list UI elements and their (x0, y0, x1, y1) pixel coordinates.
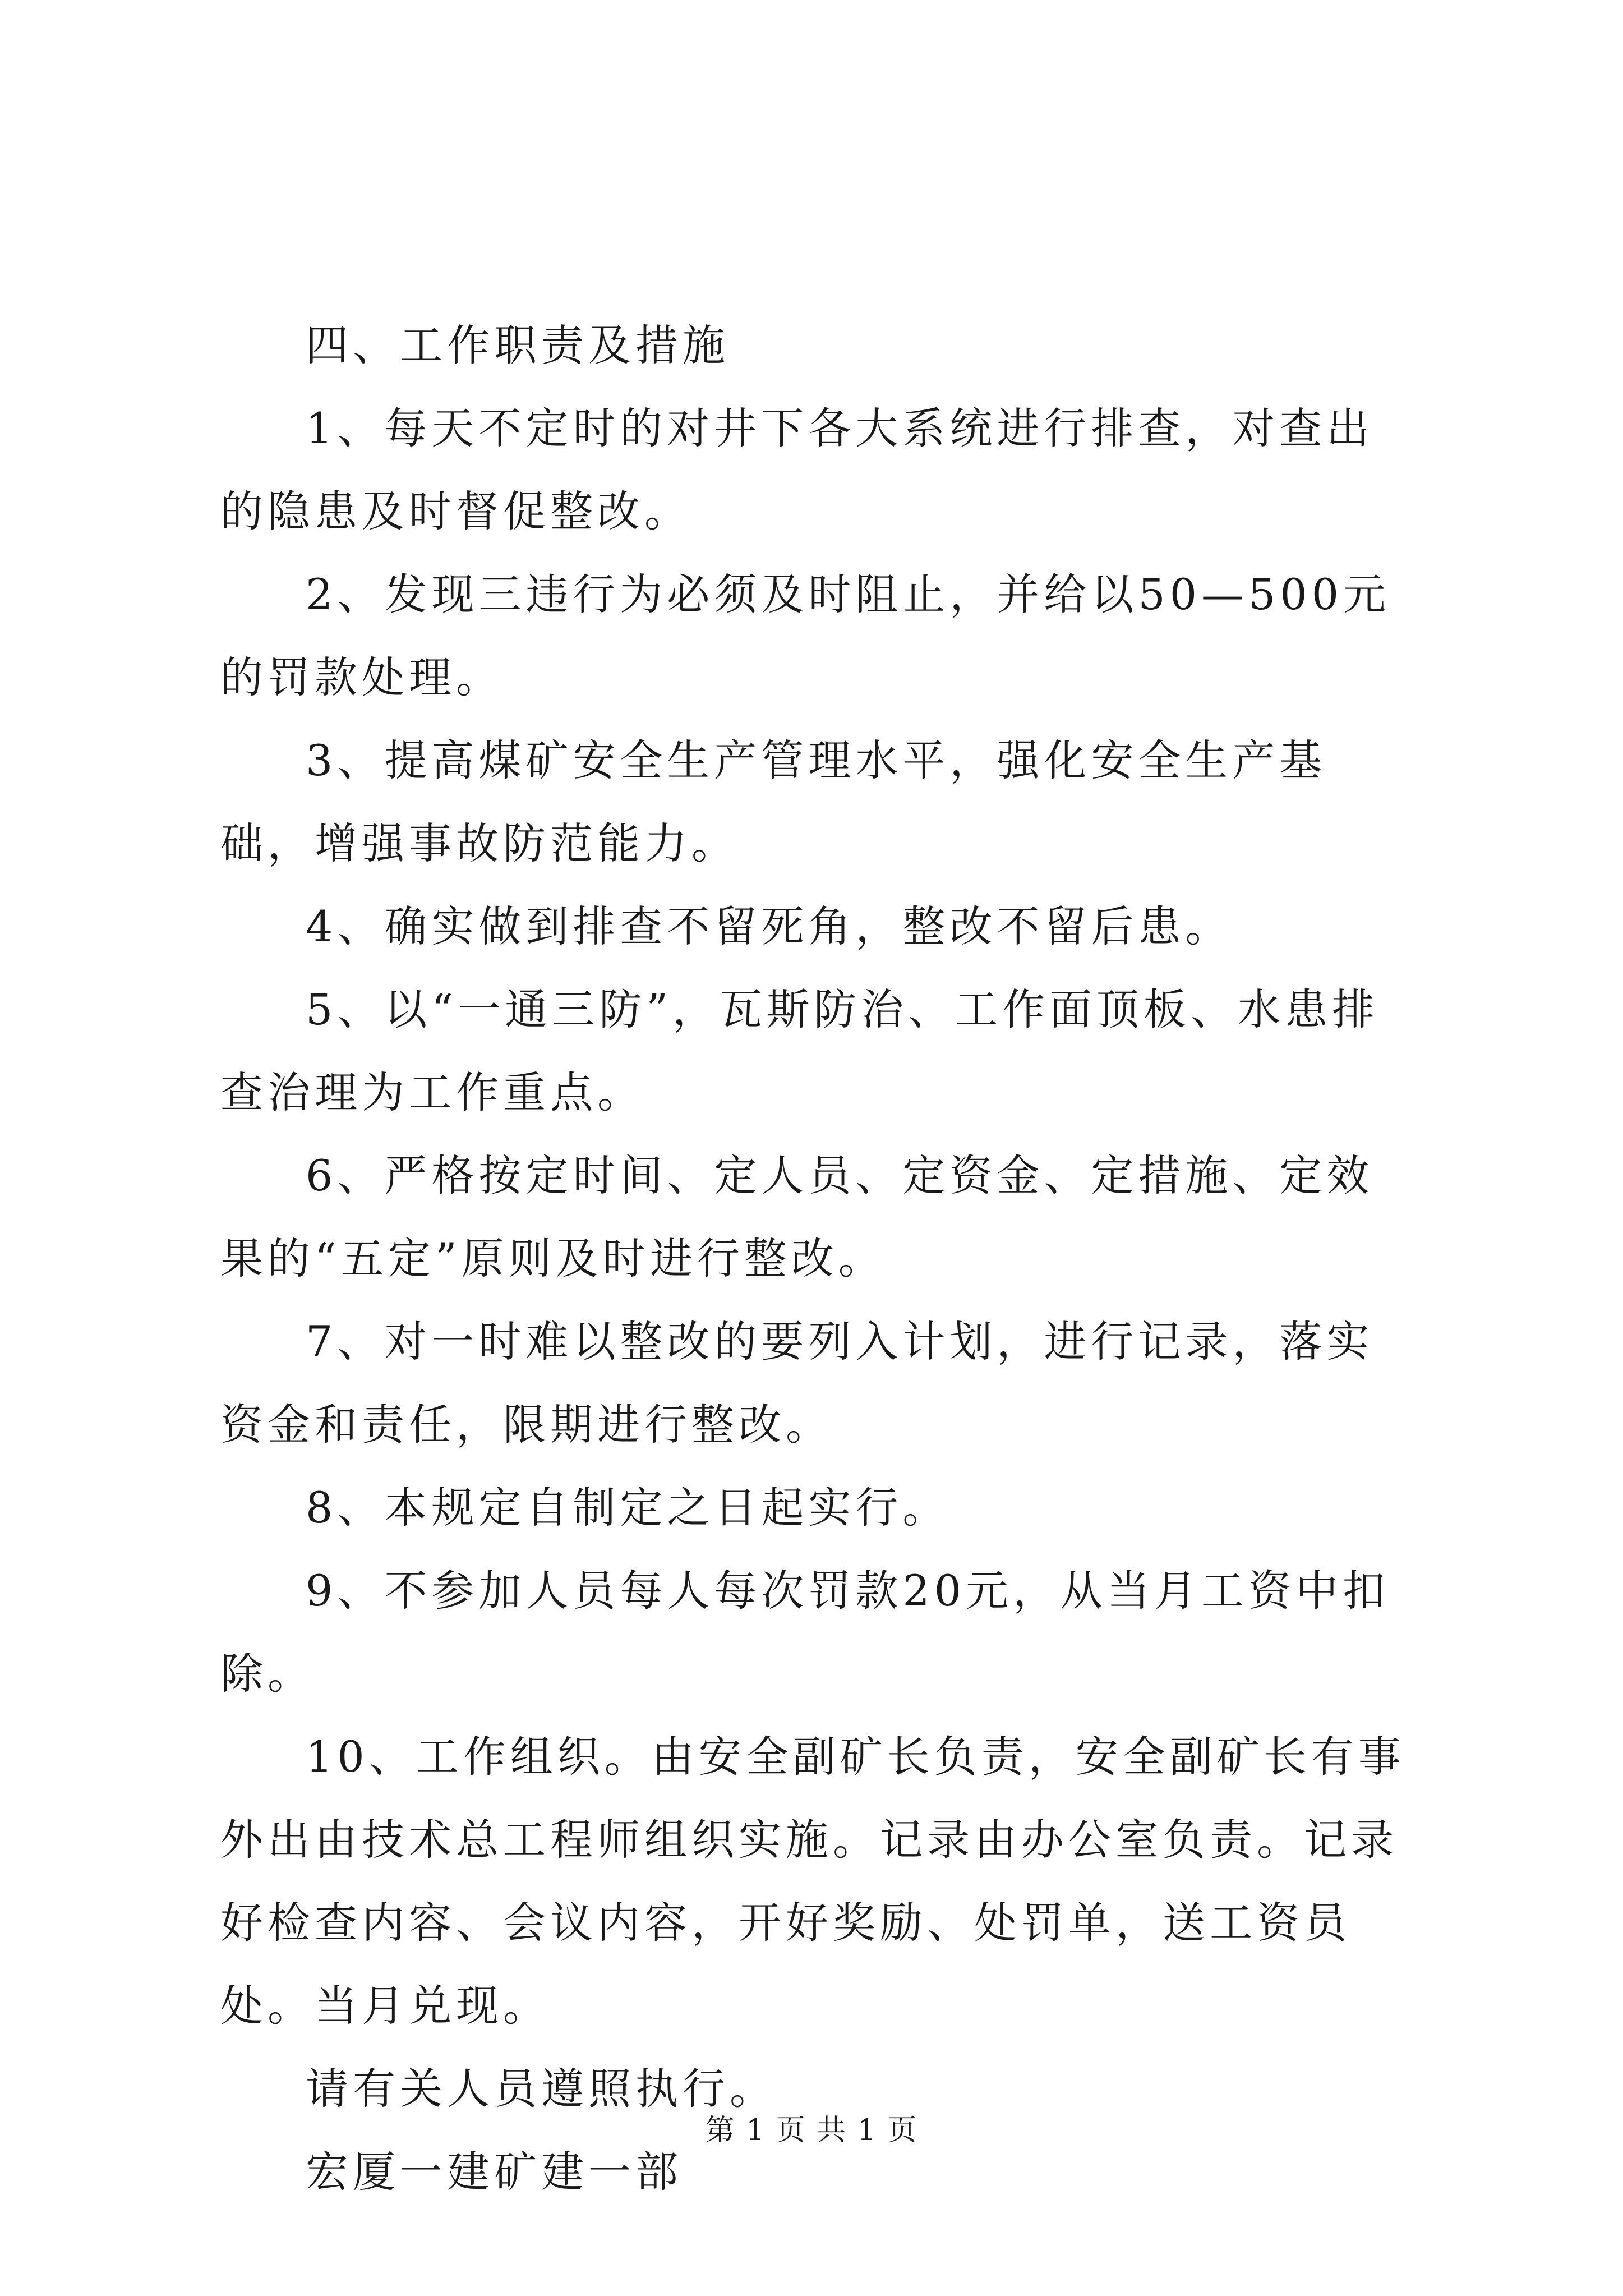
signature-org: 宏厦一建矿建一部 (306, 2147, 683, 2197)
paragraph-3: 3、提高煤矿安全生产管理水平，强化安全生产基础，增强事故防范能力。 (220, 735, 1327, 868)
paragraph-9: 9、不参加人员每人每次罚款20元，从当月工资中扣除。 (220, 1566, 1390, 1699)
paragraph-10: 10、工作组织。由安全副矿长负责，安全副矿长有事外出由技术总工程师组织实施。记录由办公室负责。记录好检查内容、会议内容，开好奖励、处罚单，送工资员处。当月兑现。 (220, 1732, 1405, 2031)
paragraph-1: 1、每天不定时的对井下各大系统进行排查，对查出的隐患及时督促整改。 (220, 403, 1374, 536)
paragraph-6: 6、严格按定时间、定人员、定资金、定措施、定效果的“五定”原则及时进行整改。 (220, 1151, 1374, 1283)
paragraph-8: 8、本规定自制定之日起实行。 (306, 1483, 950, 1533)
paragraph-4: 4、确实做到排查不留死角，整改不留后患。 (306, 901, 1233, 951)
document-body (220, 304, 1421, 2214)
page-number-footer: 第 1 页 共 1 页 (705, 2114, 918, 2147)
closing-note: 请有关人员遵照执行。 (306, 2064, 777, 2114)
section-heading: 四、工作职责及措施 (306, 320, 730, 370)
paragraph-7: 7、对一时难以整改的要列入计划，进行记录，落实资金和责任，限期进行整改。 (220, 1317, 1374, 1450)
paragraph-2: 2、发现三违行为必须及时阻止，并给以50—500元的罚款处理。 (220, 569, 1391, 702)
paragraph-5: 5、以“一通三防”，瓦斯防治、工作面顶板、水患排查治理为工作重点。 (220, 984, 1380, 1117)
